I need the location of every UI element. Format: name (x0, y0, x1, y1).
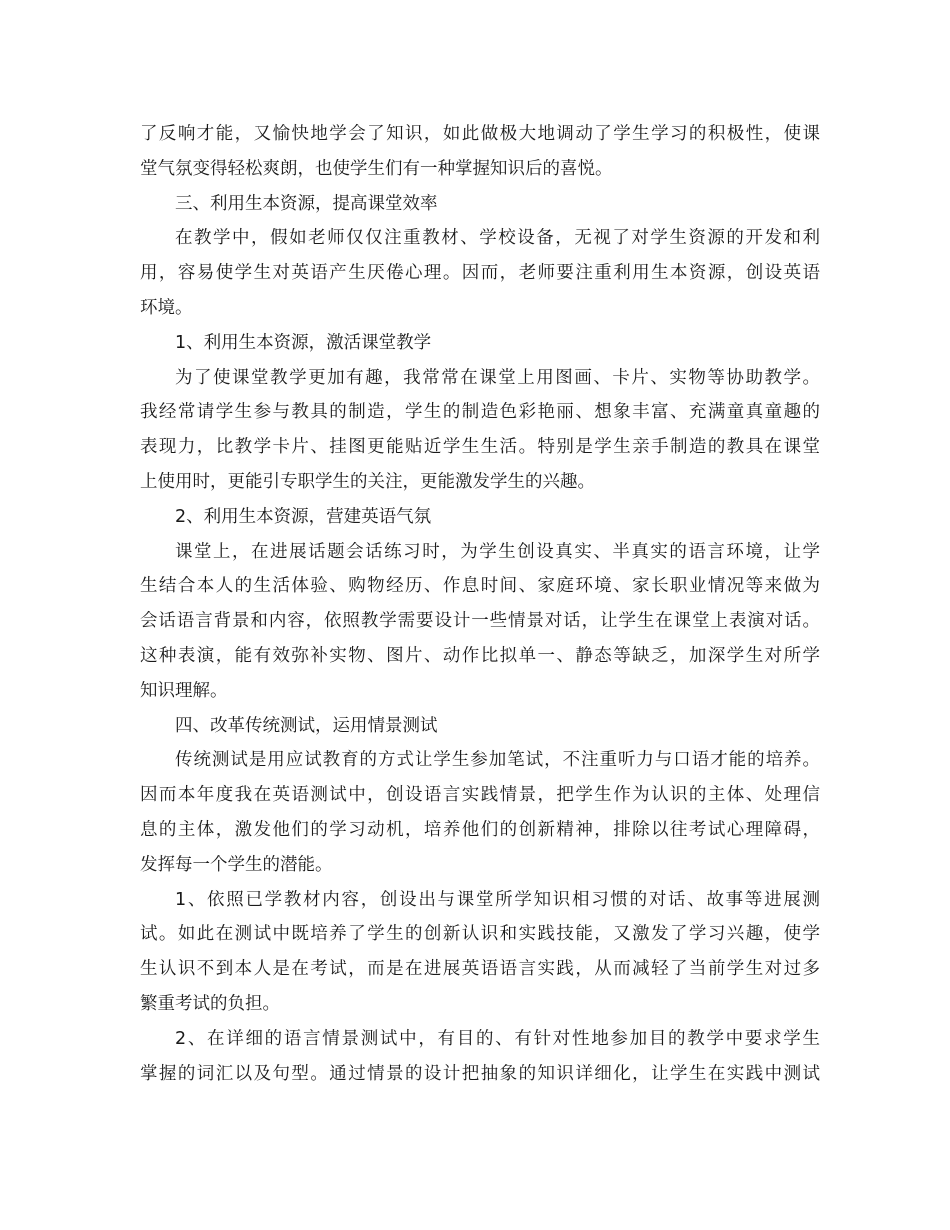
text-line: 了反响才能，又愉快地学会了知识，如此做极大地调动了学生学习的积极性，使课 (140, 124, 820, 144)
section-heading: 四、改革传统测试，运用情景测试 (175, 715, 438, 736)
text-line: 表现力，比教学卡片、挂图更能贴近学生生活。特别是学生亲手制造的教具在课堂 (140, 437, 820, 458)
text-line: 用，容易使学生对英语产生厌倦心理。因而，老师要注重利用生本资源，创设英语 (140, 263, 820, 284)
text-line: 掌握的词汇以及句型。通过情景的设计把抽象的知识详细化，让学生在实践中测试 (140, 1063, 820, 1084)
text-line: 上使用时，更能引专职学生的关注，更能激发学生的兴趣。 (140, 471, 595, 492)
text-line: 在教学中，假如老师仅仅注重教材、学校设备，无视了对学生资源的开发和利 (175, 228, 820, 249)
text-line: 知识理解。 (140, 680, 228, 701)
text-line: 发挥每一个学生的潜能。 (140, 854, 333, 875)
text-line: 为了使课堂教学更加有趣，我常常在课堂上用图画、卡片、实物等协助教学。 (175, 367, 820, 388)
text-line: 堂气氛变得轻松爽朗，也使学生们有一种掌握知识后的喜悦。 (140, 158, 613, 179)
text-line: 因而本年度我在英语测试中，创设语言实践情景，把学生作为认识的主体、处理信 (140, 785, 820, 806)
text-line: 课堂上，在进展话题会话练习时，为学生创设真实、半真实的语言环境，让学 (175, 541, 820, 562)
text-line: 这种表演，能有效弥补实物、图片、动作比拟单一、静态等缺乏，加深学生对所学 (140, 645, 820, 666)
subsection-heading: 1、利用生本资源，激活课堂教学 (175, 332, 432, 353)
text-line: 2、在详细的语言情景测试中，有目的、有针对性地参加目的教学中要求学生 (175, 1028, 820, 1049)
text-line: 传统测试是用应试教育的方式让学生参加笔试，不注重听力与口语才能的培养。 (175, 750, 820, 771)
text-line: 繁重考试的负担。 (140, 993, 280, 1014)
text-line: 环境。 (140, 297, 193, 318)
text-line: 试。如此在测试中既培养了学生的创新认识和实践技能，又激发了学习兴趣，使学 (140, 924, 820, 945)
text-line: 生认识不到本人是在考试，而是在进展英语语言实践，从而减轻了当前学生对过多 (140, 959, 820, 980)
text-line: 我经常请学生参与教具的制造，学生的制造色彩艳丽、想象丰富、充满童真童趣的 (140, 402, 820, 423)
text-line: 会话语言背景和内容，依照教学需要设计一些情景对话，让学生在课堂上表演对话。 (140, 611, 820, 632)
text-line: 生结合本人的生活体验、购物经历、作息时间、家庭环境、家长职业情况等来做为 (140, 576, 820, 597)
document-body (140, 117, 820, 1091)
text-line: 息的主体，激发他们的学习动机，培养他们的创新精神，排除以往考试心理障碍， (140, 819, 820, 840)
section-heading: 三、利用生本资源，提高课堂效率 (175, 193, 438, 214)
text-line: 1、依照已学教材内容，创设出与课堂所学知识相习惯的对话、故事等进展测 (175, 889, 820, 910)
subsection-heading: 2、利用生本资源，营建英语气氛 (175, 506, 432, 527)
